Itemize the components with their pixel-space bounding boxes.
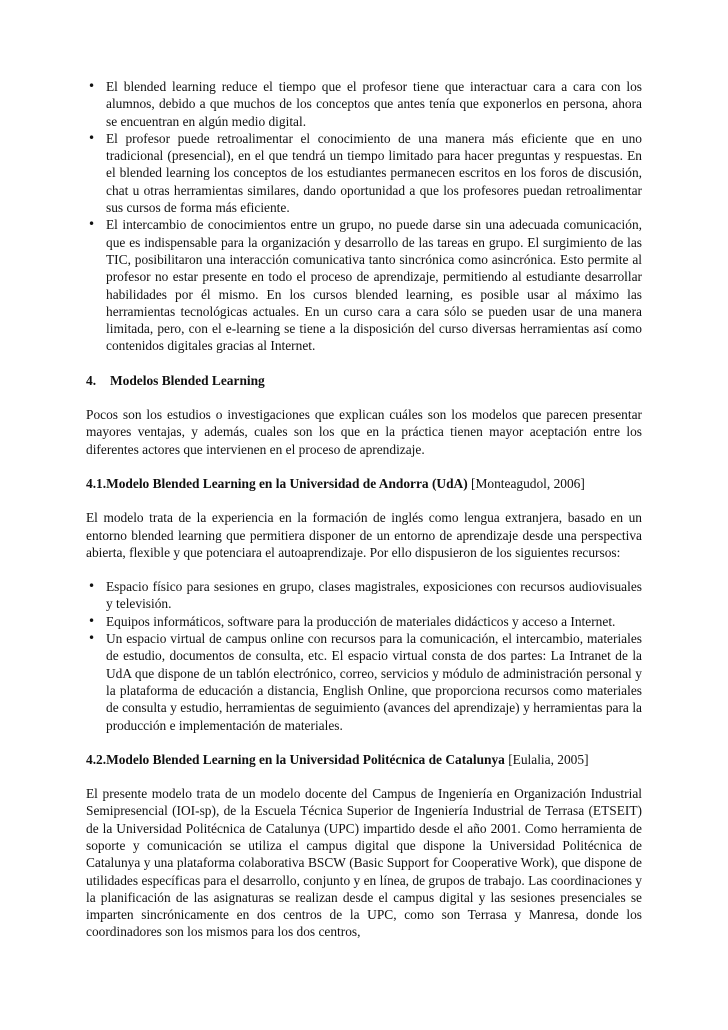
section-heading-4-1: [86, 475, 642, 492]
paragraph: Pocos son los estudios o investigaciones que explican cuáles son los modelos que parecen presentar mayores ventajas, y además, cuales son los que en la práctica tienen mayor aceptación entre los diferentes actores que intervienen en el proceso de aprendizaje.: [86, 407, 642, 457]
list-item: • El blended learning reduce el tiempo que el profesor tiene que interactuar cara a cara con los alumnos, debido a que muchos de los conceptos que antes tenía que exponerlos en persona, ahora se encuentran en algún medio digital.: [86, 78, 642, 130]
citation: [Eulalia, 2005]: [508, 751, 589, 767]
list-item: • Un espacio virtual de campus online con recursos para la comunicación, el intercambio, materiales de estudio, documentos de consulta, etc. El espacio virtual consta de dos partes: La Intranet de la UdA que dispone de un tablón electrónico, correo, servicios y módulo de administración personal y la plataforma de educación a distancia, English Online, que proporciona recursos como materiales de consulta y estudio, herramientas de seguimiento (avances del aprendizaje) y herramientas para la producción e implementación de materiales.: [86, 630, 642, 734]
section-heading-4: [86, 372, 642, 389]
list-item: • Equipos informáticos, software para la producción de materiales didácticos y acceso a Internet.: [86, 613, 642, 630]
section-heading-4-2: [86, 751, 642, 768]
list-item: • El intercambio de conocimientos entre un grupo, no puede darse sin una adecuada comunicación, que es indispensable para la organización y desarrollo de las tareas en grupo. El surgimiento de las TIC, posibilitaron una interacción comunicativa tanto sincrónica como asincrónica. Esto permite al profesor no estar presente en todo el proceso de aprendizaje, permitiendo al estudiante desarrollar habilidades por él mismo. En los cursos blended learning, es posible usar al máximo las herramientas tecnológicas actuales. En un curso cara a cara sólo se pueden usar de una manera limitada, pero, con el e-learning se tiene a la disposición del curso diversas herramientas así como contenidos digitales gracias al Internet.: [86, 216, 642, 354]
section-title: Modelos Blended Learning: [110, 372, 265, 388]
citation: [Monteagudol, 2006]: [471, 475, 585, 491]
list-item: • El profesor puede retroalimentar el conocimiento de una manera más eficiente que en uno tradicional (presencial), en el que tendrá un tiempo limitado para hacer preguntas y respuestas. En el blended learning los conceptos de los estudiantes permanecen escritos en los foros de discusión, chat u otras herramientas similares, dando oportunidad a que los profesores puedan retroalimentar sus cursos de forma más eficiente.: [86, 130, 642, 216]
section-number: 4.1.: [86, 475, 107, 491]
section-title: Modelo Blended Learning en la Universidad Politécnica de Catalunya: [106, 751, 505, 767]
paragraph: El modelo trata de la experiencia en la formación de inglés como lengua extranjera, basado en un entorno blended learning que permitiera disponer de un entorno de aprendizaje desde una perspectiva abierta, flexible y que potenciara el autoaprendizaje. Por ello dispusieron de los siguientes recursos:: [86, 510, 642, 560]
paragraph: El presente modelo trata de un modelo docente del Campus de Ingeniería en Organización Industrial Semipresencial (IOI-sp), de la Escuela Técnica Superior de Ingeniería Industrial de Terrasa (ETSEIT) de la Universidad Politécnica de Catalunya (UPC) impartido desde el año 2001. Como herramienta de soporte y comunicación se utiliza el campus digital que dispone la Universidad Politécnica de Catalunya y una plataforma colaborativa BSCW (Basic Support for Cooperative Work), que dispone de utilidades específicas para el desarrollo, conjunto y en línea, de grupos de trabajo. Las coordinaciones y la planificación de las asignaturas se realizan desde el campus digital y las sesiones presenciales se imparten sincrónicamente en dos centros de la UPC, como son Terrasa y Manresa, donde los coordinadores son los mismos para los dos centros,: [86, 786, 642, 940]
resources-list: [86, 578, 642, 734]
section-title: Modelo Blended Learning en la Universidad de Andorra (UdA): [106, 475, 468, 491]
list-item: • Espacio físico para sesiones en grupo, clases magistrales, exposiciones con recursos audiovisuales y televisión.: [86, 578, 642, 613]
advantages-list: [86, 78, 642, 355]
section-number: 4.: [86, 372, 97, 388]
section-number: 4.2.: [86, 751, 107, 767]
